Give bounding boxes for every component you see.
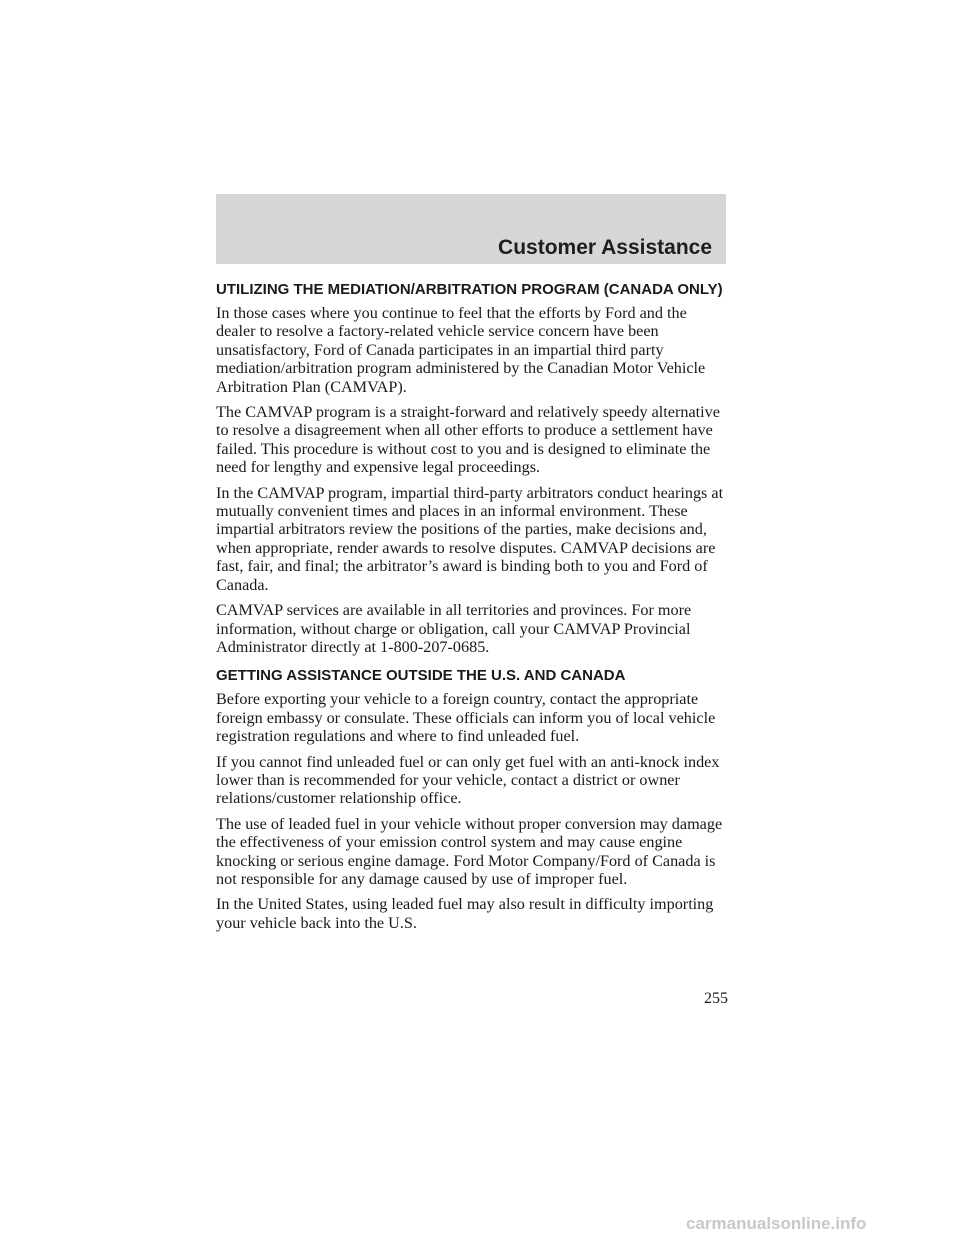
- section-title: Customer Assistance: [498, 236, 712, 259]
- page-content: [216, 281, 728, 939]
- paragraph: Before exporting your vehicle to a foreign country, contact the appropriate foreign embassy or consulate. These officials can inform you of local vehicle registration regulations and where to find unleaded fuel.: [216, 690, 716, 746]
- paragraph: In the United States, using leaded fuel may also result in difficulty importing your vehicle back into the U.S.: [216, 895, 714, 932]
- page-number: 255: [704, 990, 728, 1007]
- paragraph: In the CAMVAP program, impartial third-party arbitrators conduct hearings at mutually convenient times and places in an informal environment. These impartial arbitrators review the positions of the parties, make decisions and, when appropriate, render awards to resolve disputes. CAMVAP decisions are fast, fair, and final; the arbitrator’s award is binding both to you and Ford of Canada.: [216, 483, 724, 594]
- section-heading-outside-us-canada: GETTING ASSISTANCE OUTSIDE THE U.S. AND CANADA: [216, 667, 626, 685]
- paragraph: The CAMVAP program is a straight-forward and relatively speedy alternative to resolve a disagreement when all other efforts to produce a settlement have failed. This procedure is without cost to you and is designed to eliminate the need for lengthy and expensive legal proceedings.: [216, 403, 720, 477]
- paragraph: The use of leaded fuel in your vehicle without proper conversion may damage the effectiveness of your emission control system and may cause engine knocking or serious engine damage. Ford Motor Company/Ford of Canada is not responsible for any damage caused by use of improper fuel.: [216, 814, 723, 888]
- section-header-band: [216, 194, 726, 264]
- watermark: carmanualsonline.info: [686, 1214, 867, 1233]
- section-heading-mediation: UTILIZING THE MEDIATION/ARBITRATION PROGRAM (CANADA ONLY): [216, 281, 723, 298]
- paragraph: CAMVAP services are available in all territories and provinces. For more information, without charge or obligation, call your CAMVAP Provincial Administrator directly at 1-800-207-0685.: [216, 601, 692, 656]
- paragraph: If you cannot find unleaded fuel or can only get fuel with an anti-knock index lower than is recommended for your vehicle, contact a district or owner relations/customer relationship office.: [216, 752, 720, 808]
- paragraph: In those cases where you continue to feel that the efforts by Ford and the dealer to resolve a factory-related vehicle service concern have been unsatisfactory, Ford of Canada participates in an impartial third party mediation/arbitration program administered by the Canadian Motor Vehicle Arbitration Plan (CAMVAP).: [216, 304, 706, 396]
